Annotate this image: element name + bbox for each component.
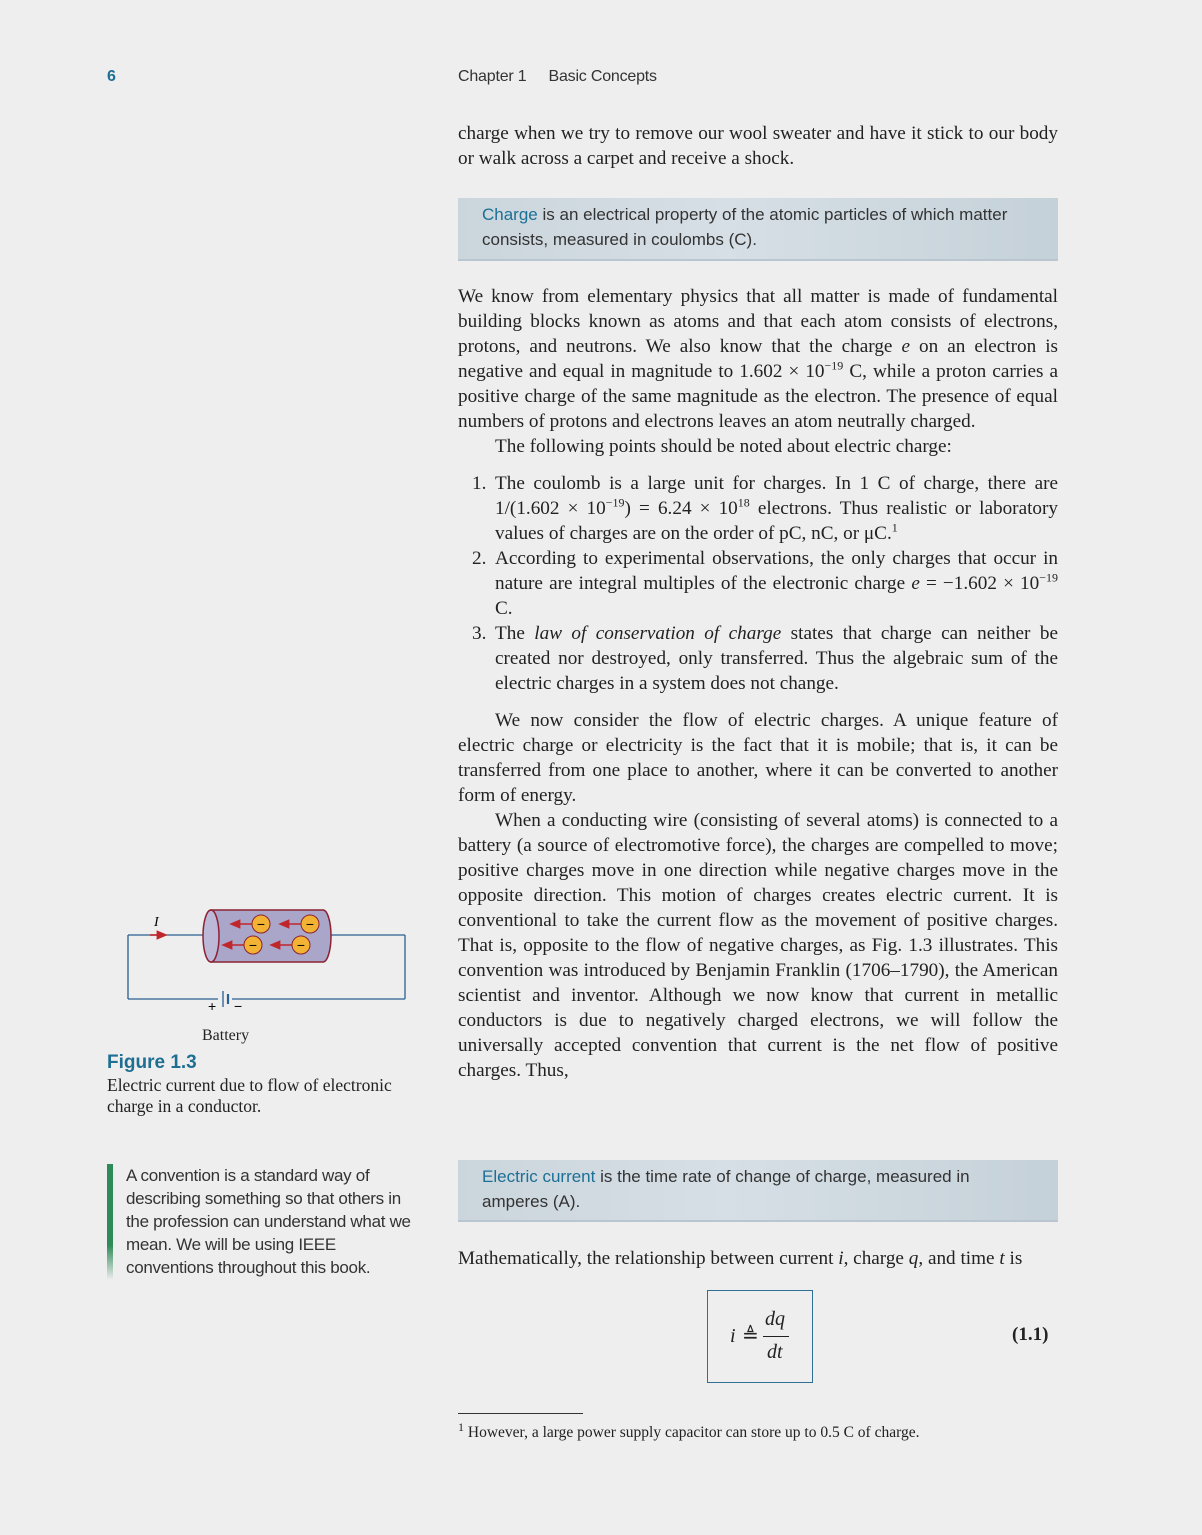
math-line-b: , charge — [843, 1248, 909, 1269]
definition-charge-text: is an electrical property of the atomic particles of which matter consists, measured in coulombs (C). — [482, 205, 1008, 249]
page-number: 6 — [107, 68, 116, 85]
charge-sign: − — [305, 916, 315, 932]
point-3-b: states that charge can neither be created nor destroyed, only transferred. Thus the algebraic sum of the electric charges in a system does not change. — [495, 623, 1058, 694]
para-atoms-b: on an electron is negative and equal in magnitude to 1.602 × 10 — [458, 336, 1058, 382]
definition-current-text: is the time rate of change of charge, measured in amperes (A). — [482, 1167, 970, 1211]
battery-minus: − — [234, 998, 243, 1014]
para-atoms-a: We know from elementary physics that all matter is made of fundamental building blocks known as atoms and that each atom consists of electrons, protons, and neutrons. We also know that the charge — [458, 286, 1058, 357]
point-1-a: The coulomb is a large unit for charges. In 1 C of charge, there are 1/(1.602 × 10 — [495, 473, 1058, 519]
equation-box — [707, 1290, 813, 1383]
footnote-ref[interactable]: 1 — [891, 520, 898, 535]
symbol-t: t — [999, 1248, 1005, 1269]
footnote-mark: 1 — [458, 1419, 464, 1434]
equation-operator: ≜ — [742, 1325, 759, 1347]
chapter-label: Chapter 1 — [458, 68, 527, 85]
term-charge: Charge — [482, 205, 538, 224]
list-item — [458, 471, 1058, 546]
law-of-conservation: law of conservation of charge — [534, 623, 782, 644]
equation-lhs: i — [730, 1325, 736, 1347]
charge-sign: − — [248, 937, 258, 953]
point-3-a: The — [495, 623, 535, 644]
battery-symbol — [208, 991, 242, 1014]
exponent: −19 — [605, 495, 625, 510]
equation-denominator: dt — [767, 1341, 783, 1363]
paragraph-atoms — [458, 284, 1058, 434]
para-atoms-c: C, while a proton carries a positive charge of the same magnitude as the electron. The presence of equal numbers of protons and electrons leaves an atom neutrally charged. — [458, 361, 1058, 432]
intro-paragraph — [458, 121, 1058, 171]
math-line-d: is — [1004, 1248, 1023, 1269]
charge-sign: − — [256, 916, 266, 932]
math-line-a: Mathematically, the relationship between current — [458, 1248, 839, 1269]
paragraph-flow: We now consider the flow of electric charges. A unique feature of electric charge or electricity is the fact that it is mobile; that is, it can be transferred from one place to another, where it can be converted to another form of energy. — [458, 710, 1058, 806]
point-2-b: = −1.602 × 10 — [919, 573, 1040, 594]
list-number: 1. — [472, 473, 487, 494]
point-1-b: ) = 6.24 × 10 — [624, 498, 738, 519]
symbol-e: e — [911, 573, 920, 594]
fraction-bar — [763, 1336, 789, 1337]
chapter-title: Basic Concepts — [548, 68, 657, 85]
math-intro-text — [458, 1246, 1058, 1271]
exponent: 18 — [737, 495, 750, 510]
point-2-a: According to experimental observations, the only charges that occur in nature are integral multiples of the electronic charge — [495, 548, 1058, 594]
equation-numerator: dq — [765, 1308, 785, 1330]
math-intro — [458, 1246, 1058, 1271]
paragraph-wire-text: When a conducting wire (consisting of several atoms) is connected to a battery (a source of electromotive force), the charges are compelled to move; positive charges move in one direction while negative charges move in the opposite direction. This motion of charges creates electric current. It is conventional to take the current flow as the movement of positive charges. That is, opposite to the flow of negative charges, as Fig. 1.3 illustrates. This convention was introduced by Benjamin Franklin (1706–1790), the American scientist and inventor. Although we now know that current in metallic conductors is due to negatively charged electrons, we will follow the universally accepted convention that current is the net flow of positive charges. Thus, — [458, 810, 1058, 1081]
symbol-i: i — [838, 1248, 844, 1269]
point-1-c: electrons. Thus realistic or laboratory values of charges are on the order of pC, nC, or μC. — [495, 498, 1058, 544]
figure-title: Figure 1.3 — [107, 1052, 197, 1073]
paragraph-wire — [458, 808, 1058, 1083]
list-number: 3. — [472, 623, 487, 644]
battery-plus: + — [208, 998, 217, 1014]
current-label: I — [154, 915, 159, 930]
footnote-rule — [458, 1413, 583, 1414]
intro-text: charge when we try to remove our wool sweater and have it stick to our body or walk across a carpet and receive a shock. — [458, 123, 1058, 169]
symbol-q: q — [908, 1248, 919, 1269]
list-item — [458, 621, 1058, 696]
margin-note: A convention is a standard way of describing something so that others in the profession can understand what we mean. We will be using IEEE conventions throughout this book. — [107, 1164, 427, 1279]
footnote-text: However, a large power supply capacitor can store up to 0.5 C of charge. — [464, 1424, 920, 1441]
math-line-c: , and time — [918, 1248, 1000, 1269]
symbol-e: e — [901, 336, 910, 357]
exponent: −19 — [1039, 570, 1058, 585]
charge-sign: − — [296, 937, 306, 953]
battery-label: Battery — [202, 1027, 250, 1044]
footnote — [458, 1419, 920, 1442]
figure-circuit — [120, 900, 420, 1020]
running-head — [458, 68, 657, 86]
list-number: 2. — [472, 548, 487, 569]
definition-current — [458, 1160, 1058, 1222]
list-item — [458, 546, 1058, 621]
paragraph-points-intro: The following points should be noted about electric charge: — [495, 436, 952, 457]
main-text-block-1 — [458, 284, 1058, 1083]
figure-caption: Electric current due to flow of electronic charge in a conductor. — [107, 1075, 392, 1116]
charge-points-list — [458, 471, 1058, 696]
definition-charge — [458, 198, 1058, 261]
point-2-c: C. — [495, 598, 513, 619]
term-electric-current: Electric current — [482, 1167, 596, 1186]
equation-number: (1.1) — [1012, 1324, 1049, 1345]
exponent: −19 — [824, 358, 844, 373]
